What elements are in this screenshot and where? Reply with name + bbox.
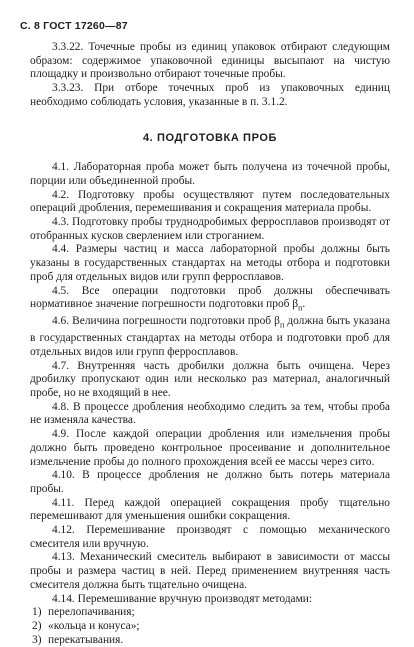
paragraph-4-4: 4.4. Размеры частиц и масса лабораторной пробы должны быть указаны в государственных стандартах на методы отбора и подготовки проб для отдельных видов или групп ферросплавов. <box>30 243 390 283</box>
paragraph-4-5-end: . <box>302 298 306 311</box>
paragraph-4-6 <box>30 315 390 359</box>
list-text: перекатывания. <box>48 633 124 646</box>
list-item <box>30 634 390 647</box>
document-body <box>30 41 390 647</box>
paragraph-4-13: 4.13. Механический смеситель выбирают в зависимости от массы пробы и размера частиц в ней. Перед применением внутренняя часть смесителя должна быть тщательно очищена. <box>30 551 390 591</box>
paragraph-4-9: 4.9. После каждой операции дробления или измельчения пробы должно быть проведено контрольное просеивание и дополнительное измельчение пробы до полного прохождения всей ее массы через сито. <box>30 428 390 468</box>
paragraph-3-3-23: 3.3.23. При отборе точечных проб из упаковочных единиц необходимо соблюдать условия, указанные в п. 3.1.2. <box>30 82 390 108</box>
paragraph-4-5 <box>30 285 390 316</box>
paragraph-4-5-text: 4.5. Все операции подготовки проб должны обеспечивать нормативное значение погрешности подготовки проб β <box>30 284 390 311</box>
list-number: 1) <box>32 606 42 619</box>
paragraph-4-1: 4.1. Лабораторная проба может быть получена из точечной пробы, порции или объединенной пробы. <box>30 161 390 187</box>
list-text: перелопачивания; <box>48 606 135 619</box>
list-number: 2) <box>32 619 42 632</box>
beta-subscript: п <box>298 303 303 313</box>
paragraph-4-6-start: 4.6. Величина погрешности подготовки проб β <box>52 315 280 328</box>
paragraph-3-3-22: 3.3.22. Точечные пробы из единиц упаковок отбирают следующим образом: содержимое упаковочной единицы высыпают на чистую площадку и произвольно отбирают точечные пробы. <box>30 41 390 81</box>
paragraph-4-14: 4.14. Перемешивание вручную производят методами: <box>52 592 313 605</box>
paragraph-4-12: 4.12. Перемешивание производят с помощью механического смесителя или вручную. <box>30 524 390 550</box>
paragraph-4-3: 4.3. Подготовку пробы труднодробимых ферросплавов производят от отобранных кусков сверлением или строганием. <box>30 216 390 242</box>
paragraph-4-10: 4.10. В процессе дробления не должно быть потерь материала пробы. <box>30 469 390 495</box>
list-item <box>30 606 390 620</box>
list-text: «кольца и конуса»; <box>48 619 140 632</box>
paragraph-4-2: 4.2. Подготовку пробы осуществляют путем последовательных операций дробления, перемешивания и сокращения материала пробы. <box>30 188 390 215</box>
paragraph-4-11: 4.11. Перед каждой операцией сокращения пробу тщательно перемешивают для уменьшения ошибки сокращения. <box>30 496 390 523</box>
section-heading: 4. ПОДГОТОВКА ПРОБ <box>142 131 278 144</box>
beta-subscript: п <box>279 320 285 330</box>
paragraph-4-7: 4.7. Внутренняя часть дробилки должна быть очищена. Через дробилку пропускают один или несколько раз материал, аналогичный пробе, но не входящий в нее. <box>30 359 390 400</box>
list-item <box>30 620 390 634</box>
paragraph-4-8: 4.8. В процессе дробления необходимо следить за тем, чтобы проба не изменяла качества. <box>30 400 390 427</box>
paragraph-4-6-rest: должна быть указана в государственных стандартах на методы отбора и подготовки проб для отдельных видов или групп ферросплавов. <box>30 315 390 358</box>
list-number: 3) <box>32 633 42 646</box>
page-header: С. 8 ГОСТ 17260—87 <box>20 20 128 32</box>
